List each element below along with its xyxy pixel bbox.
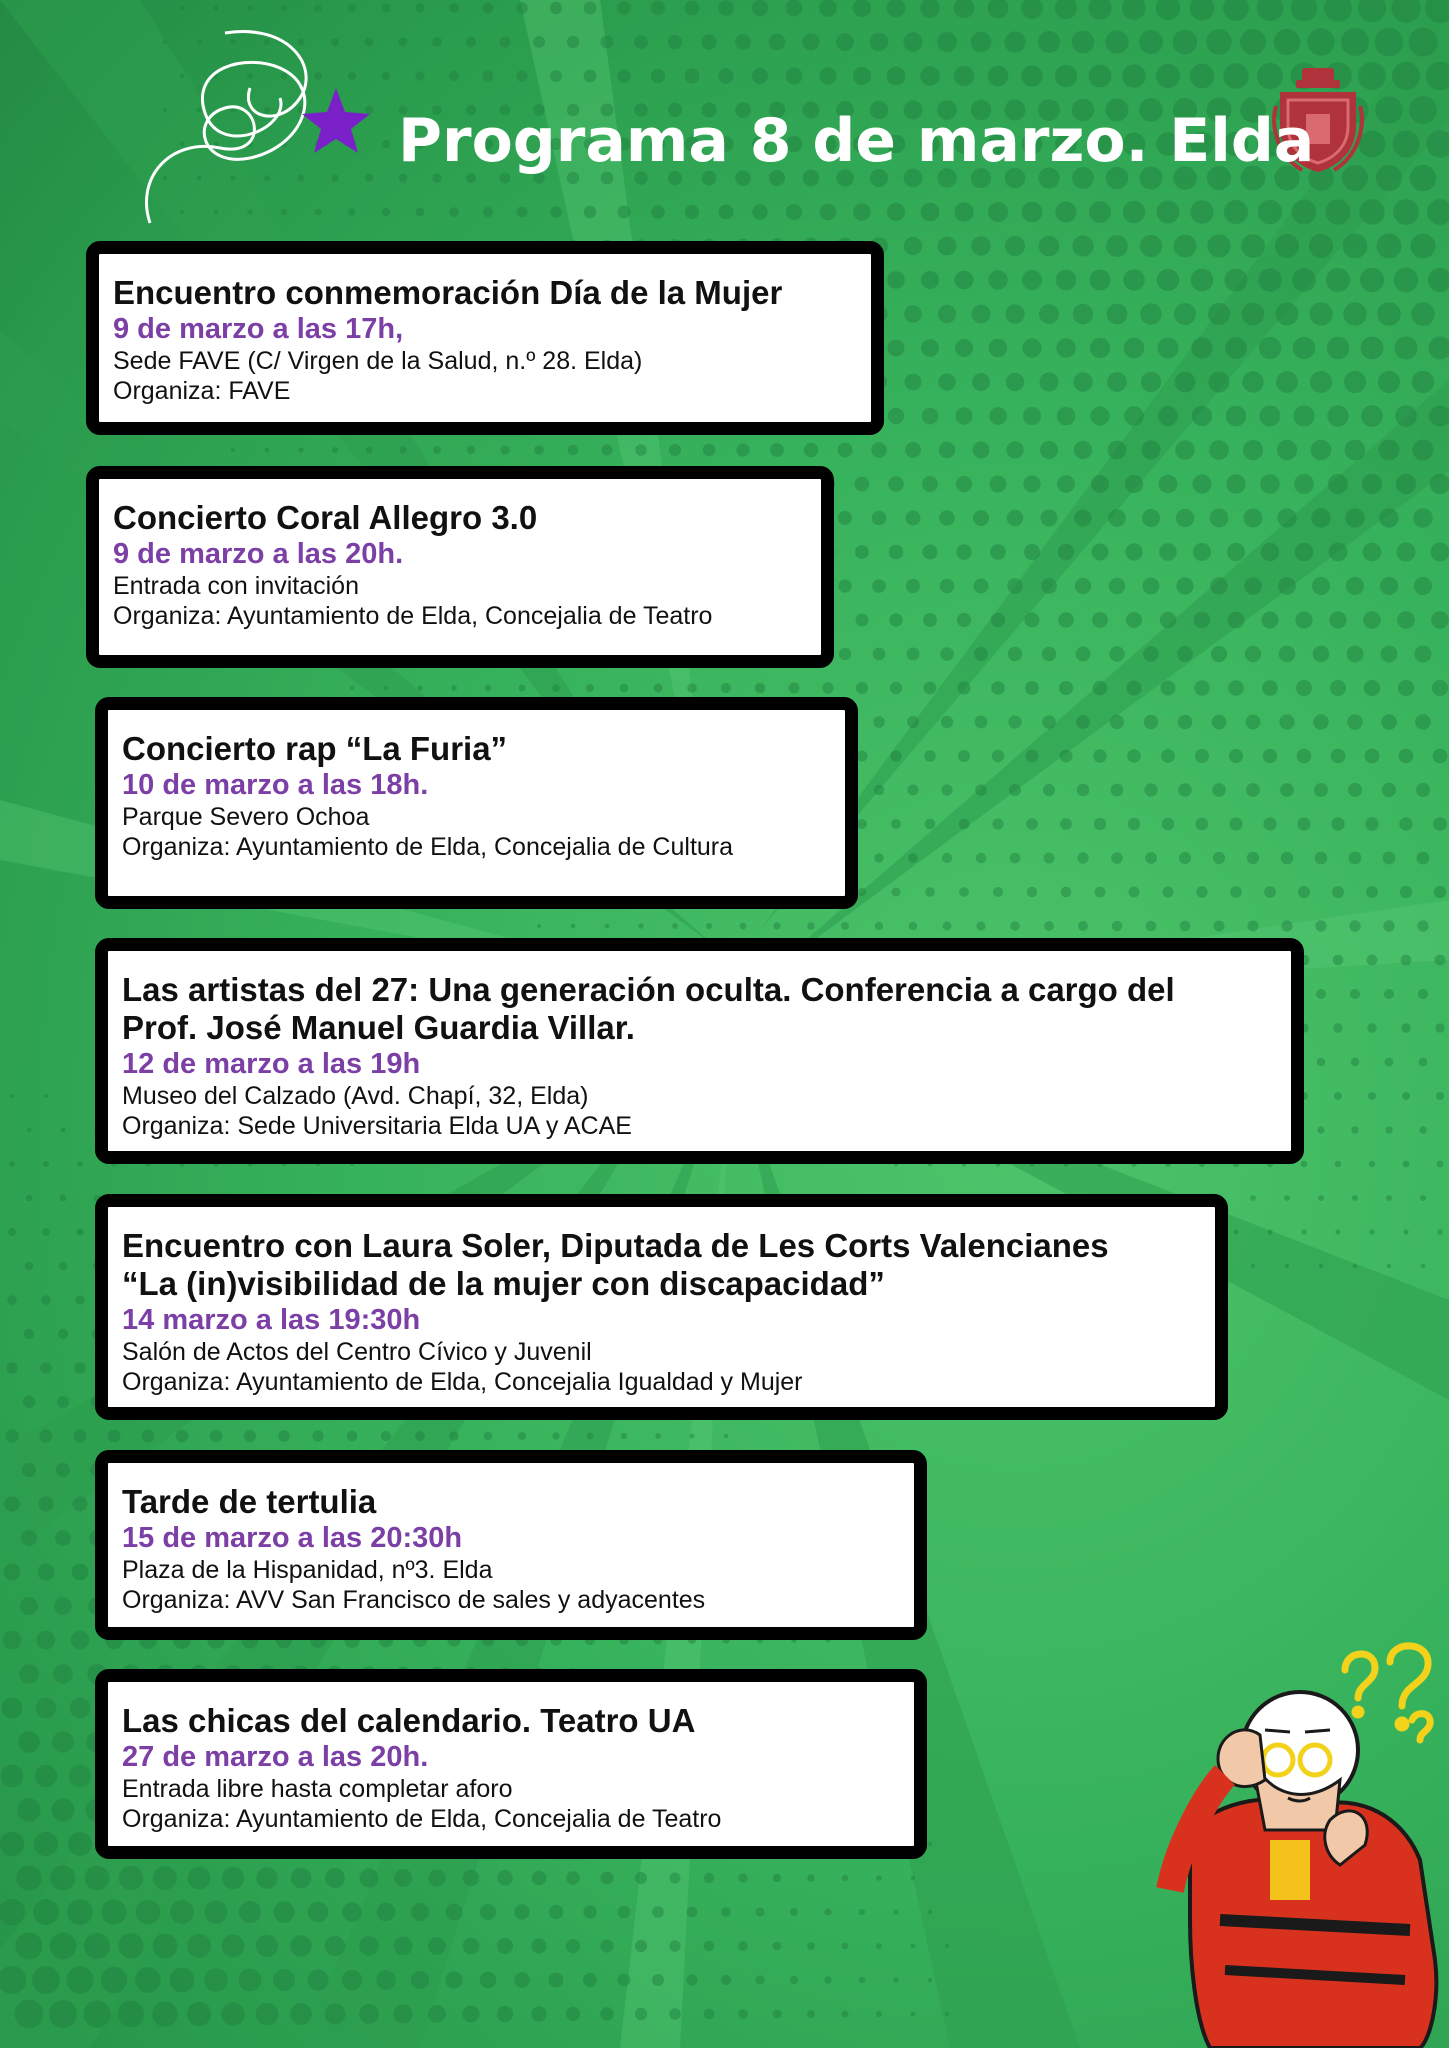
event-location: Parque Severo Ochoa xyxy=(122,803,370,831)
event-location: Entrada libre hasta completar aforo xyxy=(122,1775,513,1803)
event-organizer: Organiza: Ayuntamiento de Elda, Concejalia Igualdad y Mujer xyxy=(122,1368,803,1396)
event-card xyxy=(95,1450,927,1640)
event-card xyxy=(86,466,834,668)
event-date: 15 de marzo a las 20:30h xyxy=(122,1522,463,1554)
event-organizer: Organiza: Ayuntamiento de Elda, Concejalia de Teatro xyxy=(122,1805,722,1833)
white-swirl-icon xyxy=(130,28,370,228)
thinking-woman-icon xyxy=(1150,1640,1449,2048)
event-date: 9 de marzo a las 17h, xyxy=(113,313,404,345)
event-title: Encuentro con Laura Soler, Diputada de Les Corts Valencianes xyxy=(122,1227,1109,1264)
event-location: Plaza de la Hispanidad, nº3. Elda xyxy=(122,1556,493,1584)
event-location: Sede FAVE (C/ Virgen de la Salud, n.º 28. Elda) xyxy=(113,347,643,375)
event-date: 27 de marzo a las 20h. xyxy=(122,1741,429,1773)
event-organizer: Organiza: Ayuntamiento de Elda, Concejalia de Teatro xyxy=(113,602,713,630)
question-marks-icon xyxy=(1345,1646,1430,1740)
page-title: Programa 8 de marzo. Elda xyxy=(398,106,1315,176)
event-card xyxy=(95,938,1304,1164)
event-location: Salón de Actos del Centro Cívico y Juvenil xyxy=(122,1338,592,1366)
event-organizer: Organiza: AVV San Francisco de sales y adyacentes xyxy=(122,1586,706,1614)
event-card xyxy=(95,1194,1228,1420)
event-location: Museo del Calzado (Avd. Chapí, 32, Elda) xyxy=(122,1082,589,1110)
event-title-line2: Prof. José Manuel Guardia Villar. xyxy=(122,1009,635,1046)
event-date: 12 de marzo a las 19h xyxy=(122,1048,421,1080)
event-title: Concierto rap “La Furia” xyxy=(122,730,508,767)
event-location: Entrada con invitación xyxy=(113,572,359,600)
event-date: 9 de marzo a las 20h. xyxy=(113,538,404,570)
event-organizer: Organiza: Ayuntamiento de Elda, Concejalia de Cultura xyxy=(122,833,734,861)
event-title: Concierto Coral Allegro 3.0 xyxy=(113,499,538,536)
event-title: Las chicas del calendario. Teatro UA xyxy=(122,1702,696,1739)
event-card xyxy=(95,697,858,909)
event-title-line2: “La (in)visibilidad de la mujer con discapacidad” xyxy=(122,1265,885,1302)
event-date: 10 de marzo a las 18h. xyxy=(122,769,429,801)
event-organizer: Organiza: FAVE xyxy=(113,377,291,405)
event-title: Las artistas del 27: Una generación oculta. Conferencia a cargo del xyxy=(122,971,1175,1008)
event-date: 14 marzo a las 19:30h xyxy=(122,1304,421,1336)
event-title: Encuentro conmemoración Día de la Mujer xyxy=(113,274,783,311)
event-title: Tarde de tertulia xyxy=(122,1483,377,1520)
event-organizer: Organiza: Sede Universitaria Elda UA y ACAE xyxy=(122,1112,632,1140)
event-card xyxy=(86,241,884,435)
event-card xyxy=(95,1669,927,1859)
purple-star-icon xyxy=(302,88,370,153)
